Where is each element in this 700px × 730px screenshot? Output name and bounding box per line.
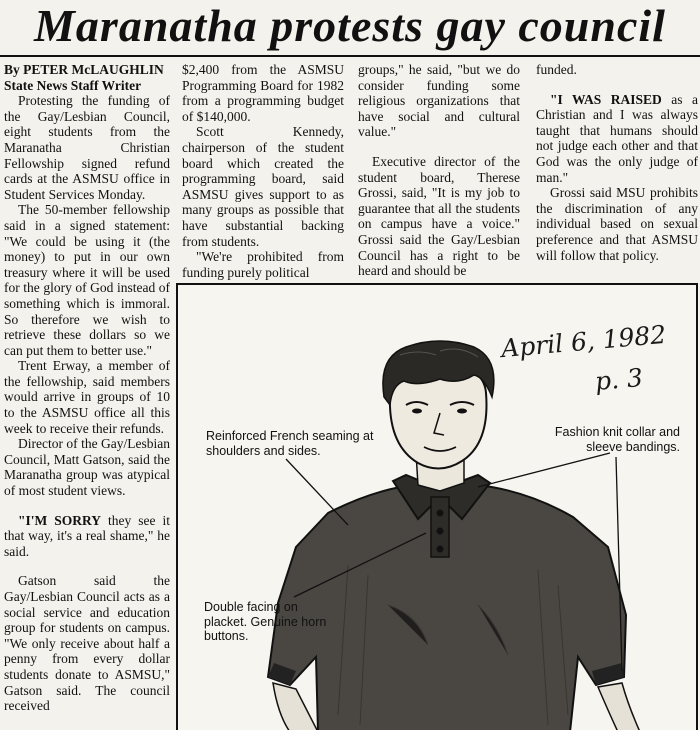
- article-paragraph: Trent Erway, a member of the fellowship, said members would arrive in groups of 10 to the ASMSU office all this week to receive their refunds.: [4, 358, 170, 436]
- article-paragraph: Gatson said the Gay/Lesbian Council acts as a social service and education group for students on campus. "We only receive about half a penny from every dollar students donate to ASMSU," Gatson said. The council received: [4, 573, 170, 714]
- headline: Maranatha protests gay council: [34, 0, 666, 51]
- caption-collar: Fashion knit collar and sleeve bandings.: [554, 425, 680, 454]
- handwritten-page: p. 3: [593, 362, 644, 397]
- pull-lead: "I'M SORRY: [18, 512, 102, 528]
- handwritten-date: April 6, 1982: [500, 319, 668, 364]
- article-column-1: [4, 62, 170, 714]
- article-paragraph: Executive director of the student board, Therese Grossi, said, "It is my job to guarantee that all the students on campus have a voice." Grossi said the Gay/Lesbian Council has a right to be heard and should be: [358, 153, 520, 279]
- article-column-3: [358, 62, 520, 279]
- article-paragraph: The 50-member fellowship said in a signed statement: "We could be using it (the money) to put in our own treasury where it will be used for the glory of God instead of something which is immoral. So therefore we wish to retrieve these dollars so we can put them to better use.": [4, 202, 170, 358]
- shirt-advertisement: [176, 283, 698, 730]
- byline-role: State News Staff Writer: [4, 77, 142, 93]
- article-column-2: [182, 62, 344, 280]
- article-paragraph: Scott Kennedy, chairperson of the student board which created the programming board, said ASMSU gives support to as many groups as possible that have substantial backing from students.: [182, 124, 344, 249]
- article-paragraph: Grossi said MSU prohibits the discrimination of any individual based on sexual preference and that ASMSU will follow that policy.: [536, 185, 698, 263]
- article-paragraph: funded.: [536, 62, 577, 77]
- article-paragraph: "We're prohibited from funding purely political: [182, 249, 344, 280]
- byline-author: By PETER McLAUGHLIN: [4, 62, 164, 77]
- pull-paragraph: [536, 92, 698, 186]
- article-paragraph: Protesting the funding of the Gay/Lesbian Council, eight students from the Maranatha Christian Fellowship signed refund cards at the ASMSU office in Student Services Monday.: [4, 93, 170, 202]
- pull-paragraph: [4, 513, 170, 560]
- caption-placket: Double facing on placket. Genuine horn buttons.: [204, 600, 327, 643]
- pull-rest: as a Christian and I was always taught that humans should not judge each other and that God was the only judge of man.": [536, 91, 698, 185]
- article-paragraph: groups," he said, "but we do consider funding some religious organizations that have social and cultural value.": [358, 62, 520, 140]
- pull-lead: "I WAS RAISED: [550, 91, 662, 107]
- article-paragraph: $2,400 from the ASMSU Programming Board for 1982 from a programming budget of $140,000.: [182, 62, 344, 124]
- pull-rest: they see it that way, it's a real shame," he said.: [4, 512, 171, 559]
- article-paragraph: Director of the Gay/Lesbian Council, Matt Gatson, said the Maranatha group was atypical of most student views.: [4, 436, 170, 499]
- headline-rule: [0, 55, 700, 57]
- article-column-4: [536, 62, 698, 263]
- caption-seaming: Reinforced French seaming at shoulders and sides.: [206, 429, 374, 458]
